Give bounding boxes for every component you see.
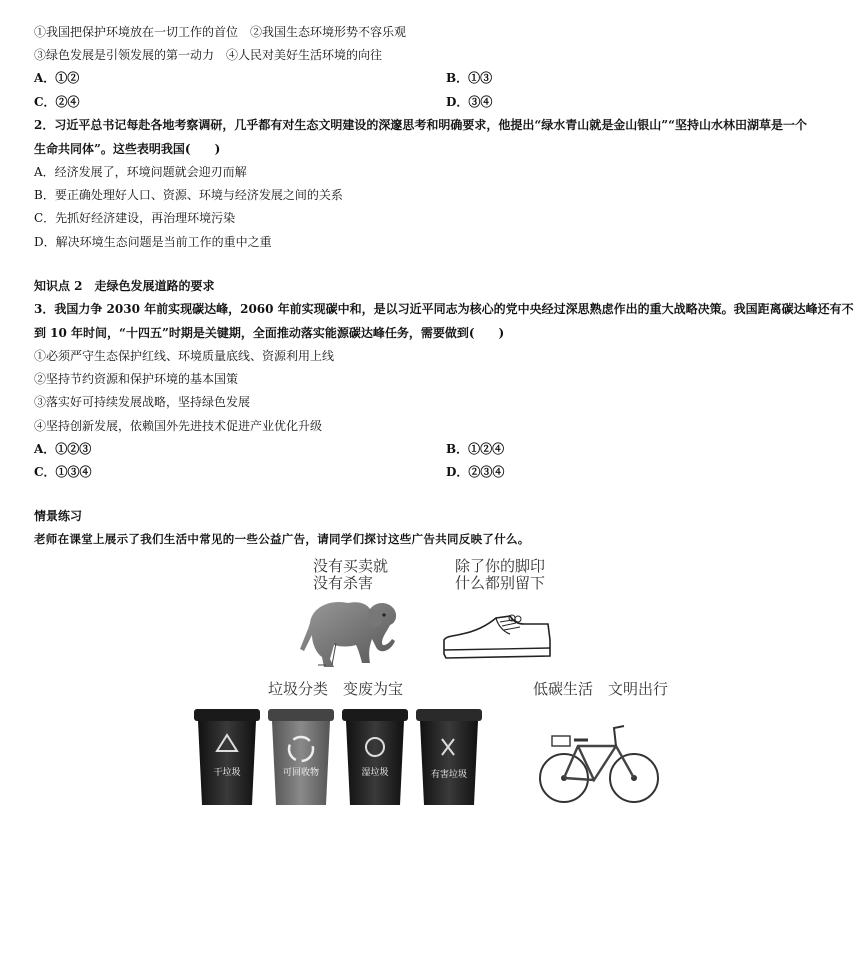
q2-option-b: B．要正确处理好人口、资源、环境与经济发展之间的关系: [34, 188, 343, 202]
q3-statement-3: ③落实好可持续发展战略，坚持绿色发展: [34, 395, 251, 409]
q1-statements-3-4: ③绿色发展是引领发展的第一动力 ④人民对美好生活环境的向往: [34, 48, 383, 62]
q2-option-d: D．解决环境生态问题是当前工作的重中之重: [34, 235, 272, 249]
shoe-caption-line2: 什么都别留下: [455, 574, 546, 592]
q3-statement-1: ①必须严守生态保护红线、环境质量底线、资源利用上线: [34, 349, 335, 363]
elephant-caption-line2: 没有杀害: [313, 574, 374, 592]
shoe-caption-line1: 除了你的脚印: [455, 557, 546, 575]
elephant-icon: [296, 593, 400, 671]
q3-choice-d: D．②③④: [446, 465, 505, 479]
q3-statement-4: ④坚持创新发展，依赖国外先进技术促进产业优化升级: [34, 419, 323, 433]
bin-label-dry: 干垃圾: [213, 768, 241, 778]
q1-choice-d: D．③④: [446, 95, 493, 109]
q1-choice-b: B．①③: [446, 71, 493, 85]
q2-option-c: C．先抓好经济建设，再治理环境污染: [34, 211, 236, 225]
shoe-icon: [440, 610, 554, 662]
bin-label-wet: 湿垃圾: [361, 768, 389, 778]
q1-statements-1-2: ①我国把保护环境放在一切工作的首位 ②我国生态环境形势不容乐观: [34, 25, 407, 39]
bin-label-recyclable: 可回收物: [282, 768, 320, 778]
q1-choice-c: C．②④: [34, 95, 80, 109]
bin-recyclable: [268, 709, 334, 805]
q2-option-a: A．经济发展了，环境问题就会迎刃而解: [34, 165, 247, 179]
section-heading: 知识点 2 走绿色发展道路的要求: [34, 279, 215, 293]
bin-dry: [194, 709, 260, 805]
q3-stem-line1: 3．我国力争 2030 年前实现碳达峰，2060 年前实现碳中和，是以习近平同志为核心的党中央经过深思熟虑作出的重大战略决策。我国距离碳达峰还有不: [34, 302, 854, 316]
bike-caption: 低碳生活 文明出行: [533, 680, 669, 698]
q2-stem-line2: 生命共同体”。这些表明我国( ): [34, 142, 221, 156]
practice-title: 情景练习: [34, 509, 83, 523]
q3-choice-c: C．①③④: [34, 465, 92, 479]
practice-intro: 老师在课堂上展示了我们生活中常见的一些公益广告，请同学们探讨这些广告共同反映了什么。: [34, 532, 530, 546]
q2-stem-line1: 2．习近平总书记每赴各地考察调研，几乎都有对生态文明建设的深邃思考和明确要求，他提出“绿水青山就是金山银山”“坚持山水林田湖草是一个: [34, 118, 808, 132]
elephant-caption-line1: 没有买卖就: [313, 557, 389, 575]
q1-choice-a: A．①②: [34, 71, 80, 85]
q3-statement-2: ②坚持节约资源和保护环境的基本国策: [34, 372, 239, 386]
q3-choice-b: B．①②④: [446, 442, 505, 456]
q3-stem-line2: 到 10 年时间，“十四五”时期是关键期，全面推动落实能源碳达峰任务，需要做到( ): [34, 326, 505, 340]
bin-wet: [342, 709, 408, 805]
bins-caption: 垃圾分类 变废为宝: [268, 680, 404, 698]
trash-bins-illustration: [190, 705, 486, 809]
q3-choice-a: A．①②③: [34, 442, 92, 456]
bicycle-icon: [534, 720, 664, 806]
bin-hazardous: [416, 709, 482, 805]
bin-label-hazardous: 有害垃圾: [430, 770, 468, 780]
